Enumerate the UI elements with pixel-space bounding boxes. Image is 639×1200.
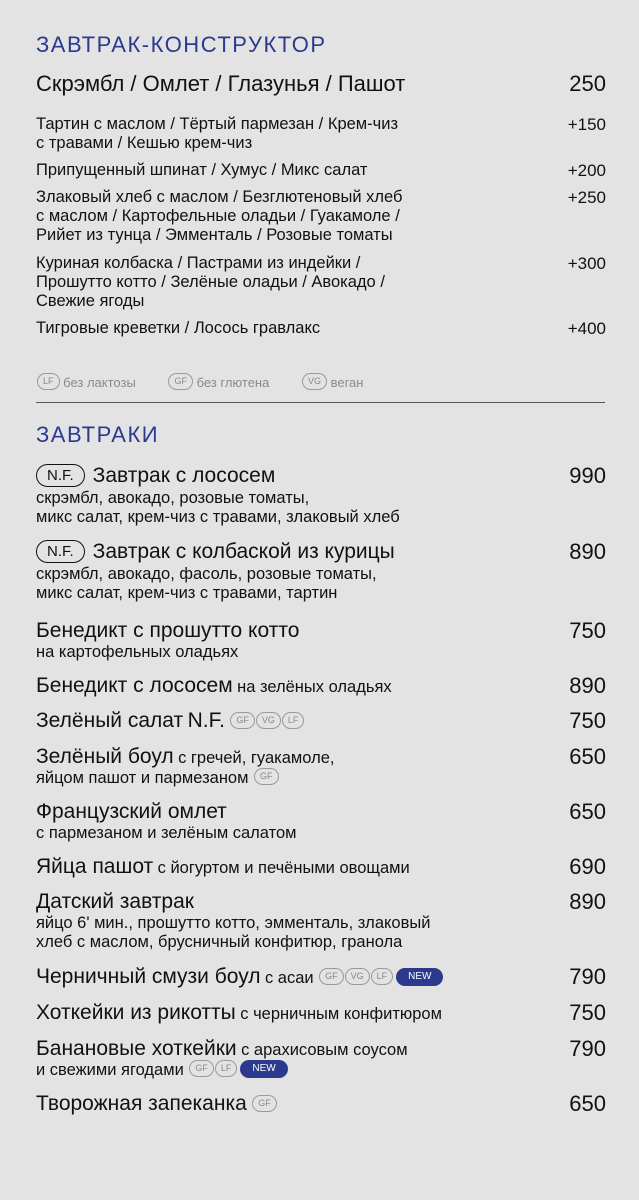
addon-price: +400	[567, 319, 606, 338]
item-description: микс салат, крем-чиз с травами, злаковый хлеб	[36, 508, 400, 527]
item-description: и свежими ягодами	[36, 1061, 184, 1079]
addon-price: +300	[567, 254, 606, 273]
item-price: 650	[569, 1091, 606, 1116]
menu-item	[36, 674, 606, 698]
item-price: 750	[569, 618, 606, 643]
item-description: с арахисовым соусом	[241, 1041, 408, 1059]
addon-line: Тартин с маслом / Тёртый пармезан / Крем-чиз	[36, 115, 399, 133]
constructor-main-name: Скрэмбл / Омлет / Глазунья / Пашот	[36, 71, 406, 96]
legend-text: без лактозы	[63, 375, 136, 390]
legend-text: без глютена	[196, 375, 270, 390]
item-price: 650	[569, 744, 606, 769]
item-price: 890	[569, 889, 606, 914]
addon-line: Рийет из тунца / Эмменталь / Розовые томаты	[36, 226, 393, 244]
vg-badge: VG	[256, 712, 281, 729]
item-description: яйцом пашот и пармезаном	[36, 769, 249, 787]
menu-item	[36, 709, 606, 733]
menu-item	[36, 965, 606, 989]
item-description: с черничным конфитюром	[240, 1005, 442, 1023]
lf-badge: LF	[371, 968, 394, 985]
item-description: яйцо 6' мин., прошутто котто, эмменталь, злаковый	[36, 914, 431, 932]
menu-item	[36, 1037, 606, 1080]
new-badge: NEW	[240, 1060, 287, 1078]
item-price: 990	[569, 463, 606, 488]
addon-line: Злаковый хлеб с маслом / Безглютеновый хлеб	[36, 188, 403, 206]
item-description: скрэмбл, авокадо, фасоль, розовые томаты,	[36, 565, 377, 584]
addon-line: Припущенный шпинат / Хумус / Микс салат	[36, 161, 368, 179]
addon-line: Куриная колбаска / Пастрами из индейки /	[36, 254, 361, 272]
legend-item-vg	[301, 375, 364, 390]
diet-legend	[36, 375, 391, 392]
constructor-title: ЗАВТРАК-КОНСТРУКТОР	[36, 32, 327, 57]
nf-badge: N.F.	[36, 464, 85, 487]
lf-badge: LF	[215, 1060, 238, 1077]
item-name: Яйца пашот	[36, 855, 154, 878]
item-price: 750	[569, 1000, 606, 1025]
item-description: микс салат, крем-чиз с травами, тартин	[36, 584, 338, 603]
item-name: Творожная запеканка	[36, 1092, 247, 1115]
menu-item	[36, 619, 606, 662]
gf-badge: GF	[252, 1095, 277, 1112]
nf-badge: N.F.	[36, 540, 85, 563]
addon-row	[36, 161, 606, 180]
addon-row	[36, 319, 606, 338]
menu-item	[36, 745, 606, 788]
item-name: Завтрак с колбаской из курицы	[92, 540, 395, 563]
item-name: Банановые хоткейки	[36, 1037, 237, 1060]
gf-badge: GF	[254, 768, 279, 785]
item-price: 690	[569, 854, 606, 879]
item-name: Датский завтрак	[36, 890, 194, 913]
constructor-main-row	[36, 72, 606, 96]
gf-badge: GF	[230, 712, 255, 729]
item-name: Бенедикт с лососем	[36, 674, 233, 697]
gf-badge: GF	[319, 968, 344, 985]
gf-badge: GF	[168, 373, 193, 390]
new-badge: NEW	[396, 968, 443, 986]
item-name: Бенедикт с прошутто котто	[36, 619, 300, 642]
item-description: с асаи	[264, 969, 314, 987]
addon-line: с маслом / Картофельные оладьи / Гуакамоле /	[36, 207, 400, 225]
nf-mark: N.F.	[187, 709, 225, 732]
legend-item-lf	[36, 375, 136, 390]
vg-badge: VG	[302, 373, 327, 390]
item-name: Черничный смузи боул	[36, 965, 261, 988]
addon-price: +250	[567, 188, 606, 207]
menu-item	[36, 855, 606, 879]
menu-item	[36, 1001, 606, 1025]
section-divider	[36, 402, 605, 403]
item-description-line	[36, 769, 606, 788]
addon-line: Свежие ягоды	[36, 292, 145, 310]
item-name: Зелёный салат	[36, 709, 184, 732]
lf-badge: LF	[282, 712, 305, 729]
item-price: 790	[569, 1036, 606, 1061]
addon-price: +200	[567, 161, 606, 180]
item-description: хлеб с маслом, брусничный конфитюр, гранола	[36, 933, 403, 951]
item-description: на картофельных оладьях	[36, 643, 239, 661]
item-price: 890	[569, 673, 606, 698]
item-price: 790	[569, 964, 606, 989]
item-price: 650	[569, 799, 606, 824]
addon-row	[36, 115, 606, 153]
item-description: на зелёных оладьях	[237, 678, 392, 696]
item-name: Хоткейки из рикотты	[36, 1001, 236, 1024]
legend-text: веган	[330, 375, 364, 390]
item-description: с гречей, гуакамоле,	[178, 749, 335, 767]
gf-badge: GF	[189, 1060, 214, 1077]
item-name: Французский омлет	[36, 800, 227, 823]
menu-item	[36, 1092, 606, 1116]
menu-item	[36, 540, 606, 603]
addon-line: Прошутто котто / Зелёные оладьи / Авокадо /	[36, 273, 385, 291]
vg-badge: VG	[345, 968, 370, 985]
item-description: с йогуртом и печёными овощами	[157, 859, 410, 877]
item-price: 890	[569, 539, 606, 564]
item-name: Зелёный боул	[36, 745, 174, 768]
constructor-main-price: 250	[569, 71, 606, 96]
addon-line: Тигровые креветки / Лосось гравлакс	[36, 319, 321, 337]
item-description-line	[36, 1061, 606, 1080]
menu-item	[36, 890, 606, 952]
breakfasts-title: ЗАВТРАКИ	[36, 422, 160, 447]
item-price: 750	[569, 708, 606, 733]
item-name: Завтрак с лососем	[92, 464, 276, 487]
item-description: с пармезаном и зелёным салатом	[36, 824, 297, 842]
item-description: скрэмбл, авокадо, розовые томаты,	[36, 489, 310, 508]
addon-price: +150	[567, 115, 606, 134]
menu-item	[36, 464, 606, 527]
addon-row	[36, 254, 606, 311]
legend-item-gf	[167, 375, 269, 390]
addon-line: с травами / Кешью крем-чиз	[36, 134, 253, 152]
menu-item	[36, 800, 606, 843]
addon-row	[36, 188, 606, 245]
lf-badge: LF	[37, 373, 60, 390]
